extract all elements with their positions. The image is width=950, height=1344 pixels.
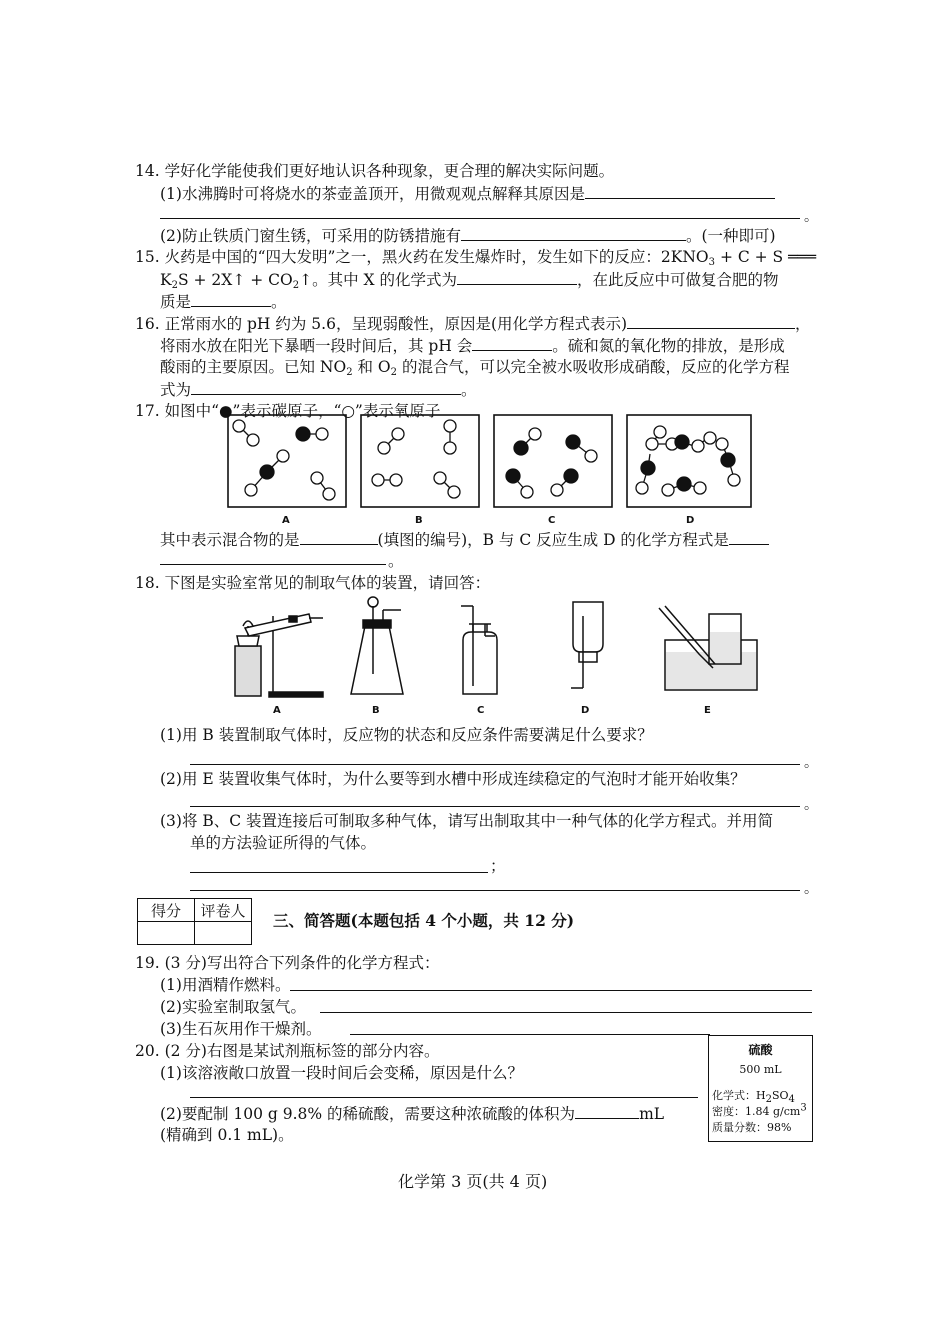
q20-unit: mL xyxy=(639,1105,665,1123)
score-label: 得分 xyxy=(138,899,195,922)
q17-answer xyxy=(160,529,769,550)
q16-text: 。硫和氮的氧化物的排放，是形成 xyxy=(552,337,785,355)
q14-part2-blank[interactable] xyxy=(461,225,686,241)
reagent-label xyxy=(708,1035,813,1142)
density-text: 密度：1.84 g/cm xyxy=(712,1105,801,1118)
apparatus-b xyxy=(351,597,403,694)
q15-text: K xyxy=(160,271,172,289)
q15-line3 xyxy=(160,291,287,312)
reagent-density xyxy=(709,1104,812,1120)
q15-text: ，在此反应中可做复合肥的物 xyxy=(577,271,779,289)
q17-molecule-figures xyxy=(225,412,755,516)
q15-sub: 2 xyxy=(171,280,178,291)
q18-apparatus-figures xyxy=(225,596,765,702)
figure-a-label: A xyxy=(282,515,290,526)
figure-b xyxy=(361,415,479,507)
score-cell[interactable] xyxy=(138,922,195,945)
q14-part2 xyxy=(160,225,776,246)
q16-text: 将雨水放在阳光下暴晒一段时间后，其 pH 会 xyxy=(160,337,473,355)
q14-stem: 14. 学好化学能使我们更好地认识各种现象，更合理的解决实际问题。 xyxy=(135,162,615,180)
q20-text: (2)要配制 100 g 9.8% 的稀硫酸，需要这种浓硫酸的体积为 xyxy=(160,1105,576,1123)
period-mark: 。 xyxy=(804,755,818,771)
q18-part3-line1: (3)将 B、C 装置连接后可制取多种气体，请写出制取其中一种气体的化学方程式。并用简 xyxy=(160,812,774,830)
q20-part1-blank[interactable] xyxy=(190,1097,698,1098)
q14-part2-tail: 。(一种即可) xyxy=(685,227,776,245)
q20-stem: 20. (2 分)右图是某试剂瓶标签的部分内容。 xyxy=(135,1042,440,1060)
q18-stem: 18. 下图是实验室常见的制取气体的装置，请回答： xyxy=(135,574,491,592)
q18-part1: (1)用 B 装置制取气体时，反应物的状态和反应条件需要满足什么要求？ xyxy=(160,726,653,744)
period-mark: 。 xyxy=(804,209,818,225)
q16-line3 xyxy=(160,357,789,377)
q18-part3-eq-blank[interactable] xyxy=(190,872,488,873)
q18-part2: (2)用 E 装置收集气体时，为什么要等到水槽中形成连续稳定的气泡时才能开始收集？ xyxy=(160,770,746,788)
q16-eq-blank[interactable] xyxy=(627,313,795,329)
q16-line1 xyxy=(135,313,811,334)
formula-sub: 2 xyxy=(765,1094,772,1105)
q18-part2-blank[interactable] xyxy=(190,806,800,807)
q15-line2 xyxy=(160,269,779,290)
q14-part1-text: (1)水沸腾时可将烧水的茶壶盖顶开，用微观观点解释其原因是 xyxy=(160,185,585,203)
q19-part1: (1)用酒精作燃料。 xyxy=(160,976,291,994)
figure-d xyxy=(627,415,751,507)
q19-part1-blank[interactable] xyxy=(290,990,812,991)
q19-part3: (3)生石灰用作干燥剂。 xyxy=(160,1020,322,1038)
q16-nitric-blank[interactable] xyxy=(191,379,461,395)
q16-text: 式为 xyxy=(160,381,192,399)
q15-sub: 3 xyxy=(708,257,716,268)
q16-text: 。 xyxy=(461,381,477,399)
q15-text: 质是 xyxy=(160,293,192,311)
q15-x-blank[interactable] xyxy=(457,269,577,285)
q15-text: S + 2X↑ + CO xyxy=(177,271,293,289)
q16-line2 xyxy=(160,335,785,356)
formula-sub: 4 xyxy=(788,1094,795,1105)
q17-text: (填图的编号)，B 与 C 反应生成 D 的化学方程式是 xyxy=(377,531,729,549)
q15-sub: 2 xyxy=(292,280,300,291)
q20-part2 xyxy=(160,1103,664,1124)
q16-sub: 2 xyxy=(390,367,398,378)
section3-title: 三、简答题(本题包括 4 个小题，共 12 分) xyxy=(273,911,575,930)
reagent-formula xyxy=(709,1088,812,1104)
q14-part1 xyxy=(160,183,775,204)
q15-fertilizer-blank[interactable] xyxy=(191,291,271,307)
page-footer: 化学第 3 页(共 4 页) xyxy=(398,1172,548,1191)
grader-cell[interactable] xyxy=(195,922,252,945)
q15-text: 。 xyxy=(271,293,287,311)
q19-stem: 19. (3 分)写出符合下列条件的化学方程式： xyxy=(135,954,440,972)
q16-text: 酸雨的主要原因。已知 NO xyxy=(160,358,347,376)
period-mark: 。 xyxy=(804,797,818,813)
score-table xyxy=(137,898,252,945)
q16-text: 16. 正常雨水的 pH 约为 5.6，呈现弱酸性，原因是(用化学方程式表示) xyxy=(135,315,628,333)
q16-line4 xyxy=(160,379,477,400)
apparatus-c-label: C xyxy=(477,705,485,716)
apparatus-a xyxy=(235,614,323,697)
q16-sub: 2 xyxy=(346,367,353,378)
q17-eq-blank-line2[interactable] xyxy=(160,564,386,565)
q20-part1: (1)该溶液敞口放置一段时间后会变稀，原因是什么？ xyxy=(160,1064,523,1082)
apparatus-c xyxy=(461,606,497,694)
q18-part3-line2: 单的方法验证所得的气体。 xyxy=(190,834,377,852)
formula-text: 化学式：H xyxy=(712,1089,766,1102)
apparatus-e-label: E xyxy=(704,705,711,716)
q17-text: 其中表示混合物的是 xyxy=(160,531,300,549)
figure-c-label: C xyxy=(548,515,556,526)
q15-line1 xyxy=(135,247,816,267)
q19-part2-blank[interactable] xyxy=(320,1012,812,1013)
figure-c xyxy=(494,415,612,507)
figure-b-label: B xyxy=(415,515,423,526)
q17-mixture-blank[interactable] xyxy=(300,529,378,545)
figure-d-label: D xyxy=(686,515,695,526)
period-mark: 。 xyxy=(804,881,818,897)
q19-part2: (2)实验室制取氢气。 xyxy=(160,998,306,1016)
q15-line1-text: 15. 火药是中国的“四大发明”之一，黑火药在发生爆炸时，发生如下的反应：2KNO xyxy=(135,248,709,266)
q17-end: 。 xyxy=(388,552,404,570)
q19-part3-blank[interactable] xyxy=(350,1034,710,1035)
q20-volume-blank[interactable] xyxy=(575,1103,639,1119)
apparatus-d-label: D xyxy=(581,705,590,716)
reagent-volume: 500 mL xyxy=(739,1063,782,1076)
grader-label: 评卷人 xyxy=(195,899,252,922)
q16-text: ， xyxy=(795,315,811,333)
q20-part2-line2: (精确到 0.1 mL)。 xyxy=(160,1126,294,1144)
q18-part3-verify-blank[interactable] xyxy=(190,890,800,891)
q18-semicolon: ； xyxy=(490,857,506,875)
apparatus-d xyxy=(571,602,603,688)
q14-part1-blank-line2[interactable] xyxy=(160,218,800,219)
q17-eq-blank[interactable] xyxy=(729,529,769,545)
density-sup: 3 xyxy=(800,1102,807,1114)
apparatus-e xyxy=(659,606,757,690)
q16-text: 和 O xyxy=(352,358,391,376)
q14-part2-text: (2)防止铁质门窗生锈，可采用的防锈措施有 xyxy=(160,227,461,245)
apparatus-b-label: B xyxy=(372,705,380,716)
q16-ph-blank[interactable] xyxy=(472,335,552,351)
q16-text: 的混合气，可以完全被水吸收形成硝酸，反应的化学方程 xyxy=(397,358,790,376)
q18-part1-blank[interactable] xyxy=(190,764,800,765)
q17-stem: 17. 如图中“●”表示碳原子，“○”表示氧原子 xyxy=(135,402,441,420)
reagent-name: 硫酸 xyxy=(748,1043,773,1057)
q15-line1-tail: + C + S ═══ xyxy=(715,248,817,266)
q14-part1-blank[interactable] xyxy=(585,183,775,199)
reagent-fraction: 质量分数：98% xyxy=(712,1121,792,1134)
formula-text: SO xyxy=(771,1089,789,1102)
figure-a xyxy=(228,415,346,507)
apparatus-a-label: A xyxy=(273,705,281,716)
q15-text: ↑。其中 X 的化学式为 xyxy=(299,271,457,289)
